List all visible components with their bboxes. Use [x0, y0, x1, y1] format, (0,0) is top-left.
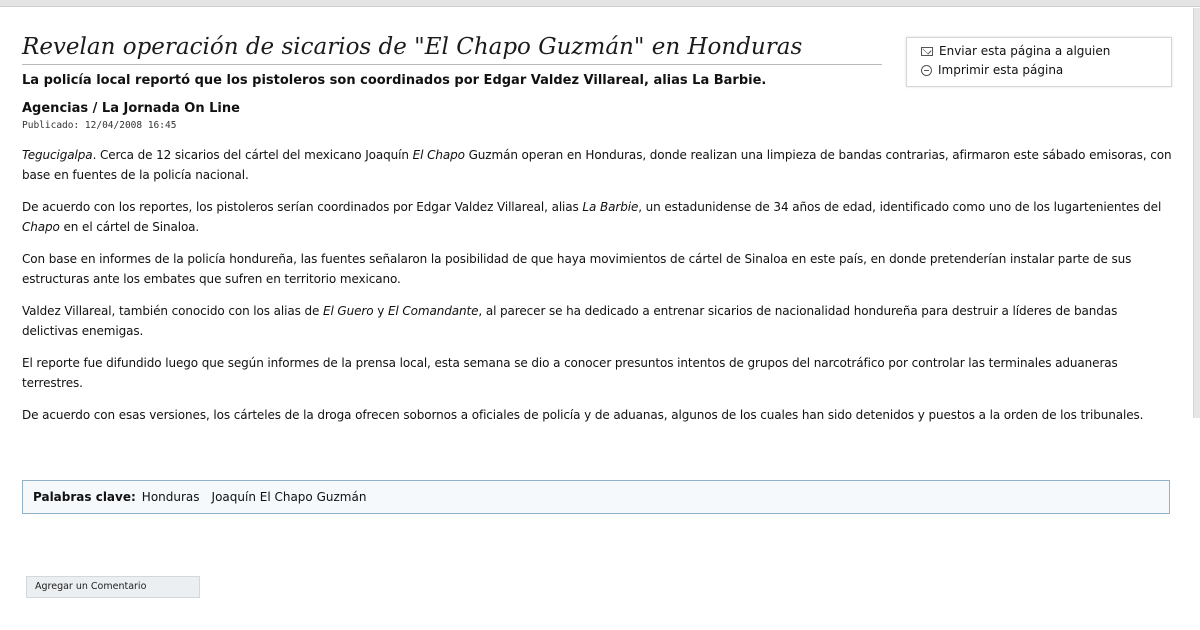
printer-icon — [921, 65, 932, 76]
article-subheadline: La policía local reportó que los pistoleros son coordinados por Edgar Valdez Villareal, alias La Barbie. — [22, 73, 767, 88]
print-page-link[interactable] — [907, 61, 1171, 80]
paragraph-4 — [22, 301, 1172, 341]
paragraph-text: . Cerca de 12 sicarios del cártel del mexicano Joaquín — [92, 148, 413, 162]
paragraph-text: De acuerdo con los reportes, los pistoleros serían coordinados por Edgar Valdez Villareal, alias — [22, 200, 583, 214]
paragraph-italic-text: El Guero — [323, 304, 374, 318]
paragraph-3: Con base en informes de la policía hondureña, las fuentes señalaron la posibilidad de que haya movimientos de cártel de Sinaloa en este país, en donde pretenderían instalar parte de sus estructuras ante los embates que sufren en territorio mexicano. — [22, 252, 1132, 286]
paragraph-text: , un estadunidense de 34 años de edad, identificado como uno de los lugartenientes del — [638, 200, 1162, 214]
article-headline: Revelan operación de sicarios de "El Chapo Guzmán" en Honduras — [22, 34, 882, 65]
keywords-label: Palabras clave: — [33, 490, 136, 504]
article — [22, 34, 1172, 437]
scrollbar[interactable] — [1193, 8, 1200, 418]
article-tools-box — [906, 37, 1172, 87]
keywords-box — [22, 480, 1170, 514]
print-page-label: Imprimir esta página — [938, 63, 1064, 77]
paragraph-1 — [22, 145, 1172, 185]
paragraph-6: De acuerdo con esas versiones, los cárteles de la droga ofrecen sobornos a oficiales de policía y de aduanas, algunos de los cuales han sido detenidos y puestos a la orden de los tribunales. — [22, 408, 1144, 422]
keyword-link[interactable]: Honduras — [141, 490, 200, 504]
send-page-link[interactable] — [907, 42, 1171, 61]
dateline-city: Tegucigalpa — [22, 148, 93, 162]
paragraph-5: El reporte fue difundido luego que según informes de la prensa local, esta semana se dio a conocer presuntos intentos de grupos del narcotráfico por controlar las terminales aduaneras terrestres. — [22, 356, 1118, 390]
paragraph-italic-text: Chapo — [22, 220, 60, 234]
paragraph-italic-text: El Chapo — [412, 148, 465, 162]
paragraph-text: y — [373, 304, 388, 318]
paragraph-text: Guzmán operan en Honduras, donde realizan una limpieza de bandas contrarias, afirmaron este sábado emisoras, con base en fuentes de la policía nacional. — [22, 148, 1172, 182]
paragraph-text: Valdez Villareal, también conocido con los alias de — [22, 304, 323, 318]
article-byline: Agencias / La Jornada On Line — [22, 101, 240, 116]
browser-top-strip — [0, 0, 1200, 7]
publish-date: Publicado: 12/04/2008 16:45 — [22, 120, 177, 131]
keyword-link[interactable]: Joaquín El Chapo Guzmán — [211, 490, 367, 504]
add-comment-button[interactable]: Agregar un Comentario — [26, 576, 200, 598]
envelope-icon — [921, 47, 933, 56]
paragraph-text: en el cártel de Sinaloa. — [59, 220, 200, 234]
paragraph-text: , al parecer se ha dedicado a entrenar sicarios de nacionalidad hondureña para destruir a líderes de bandas delictivas enemigas. — [22, 304, 1118, 338]
send-page-label: Enviar esta página a alguien — [939, 44, 1111, 58]
paragraph-2 — [22, 197, 1172, 237]
paragraph-italic-text: La Barbie — [582, 200, 639, 214]
article-body — [22, 145, 1172, 425]
paragraph-italic-text: El Comandante — [387, 304, 479, 318]
